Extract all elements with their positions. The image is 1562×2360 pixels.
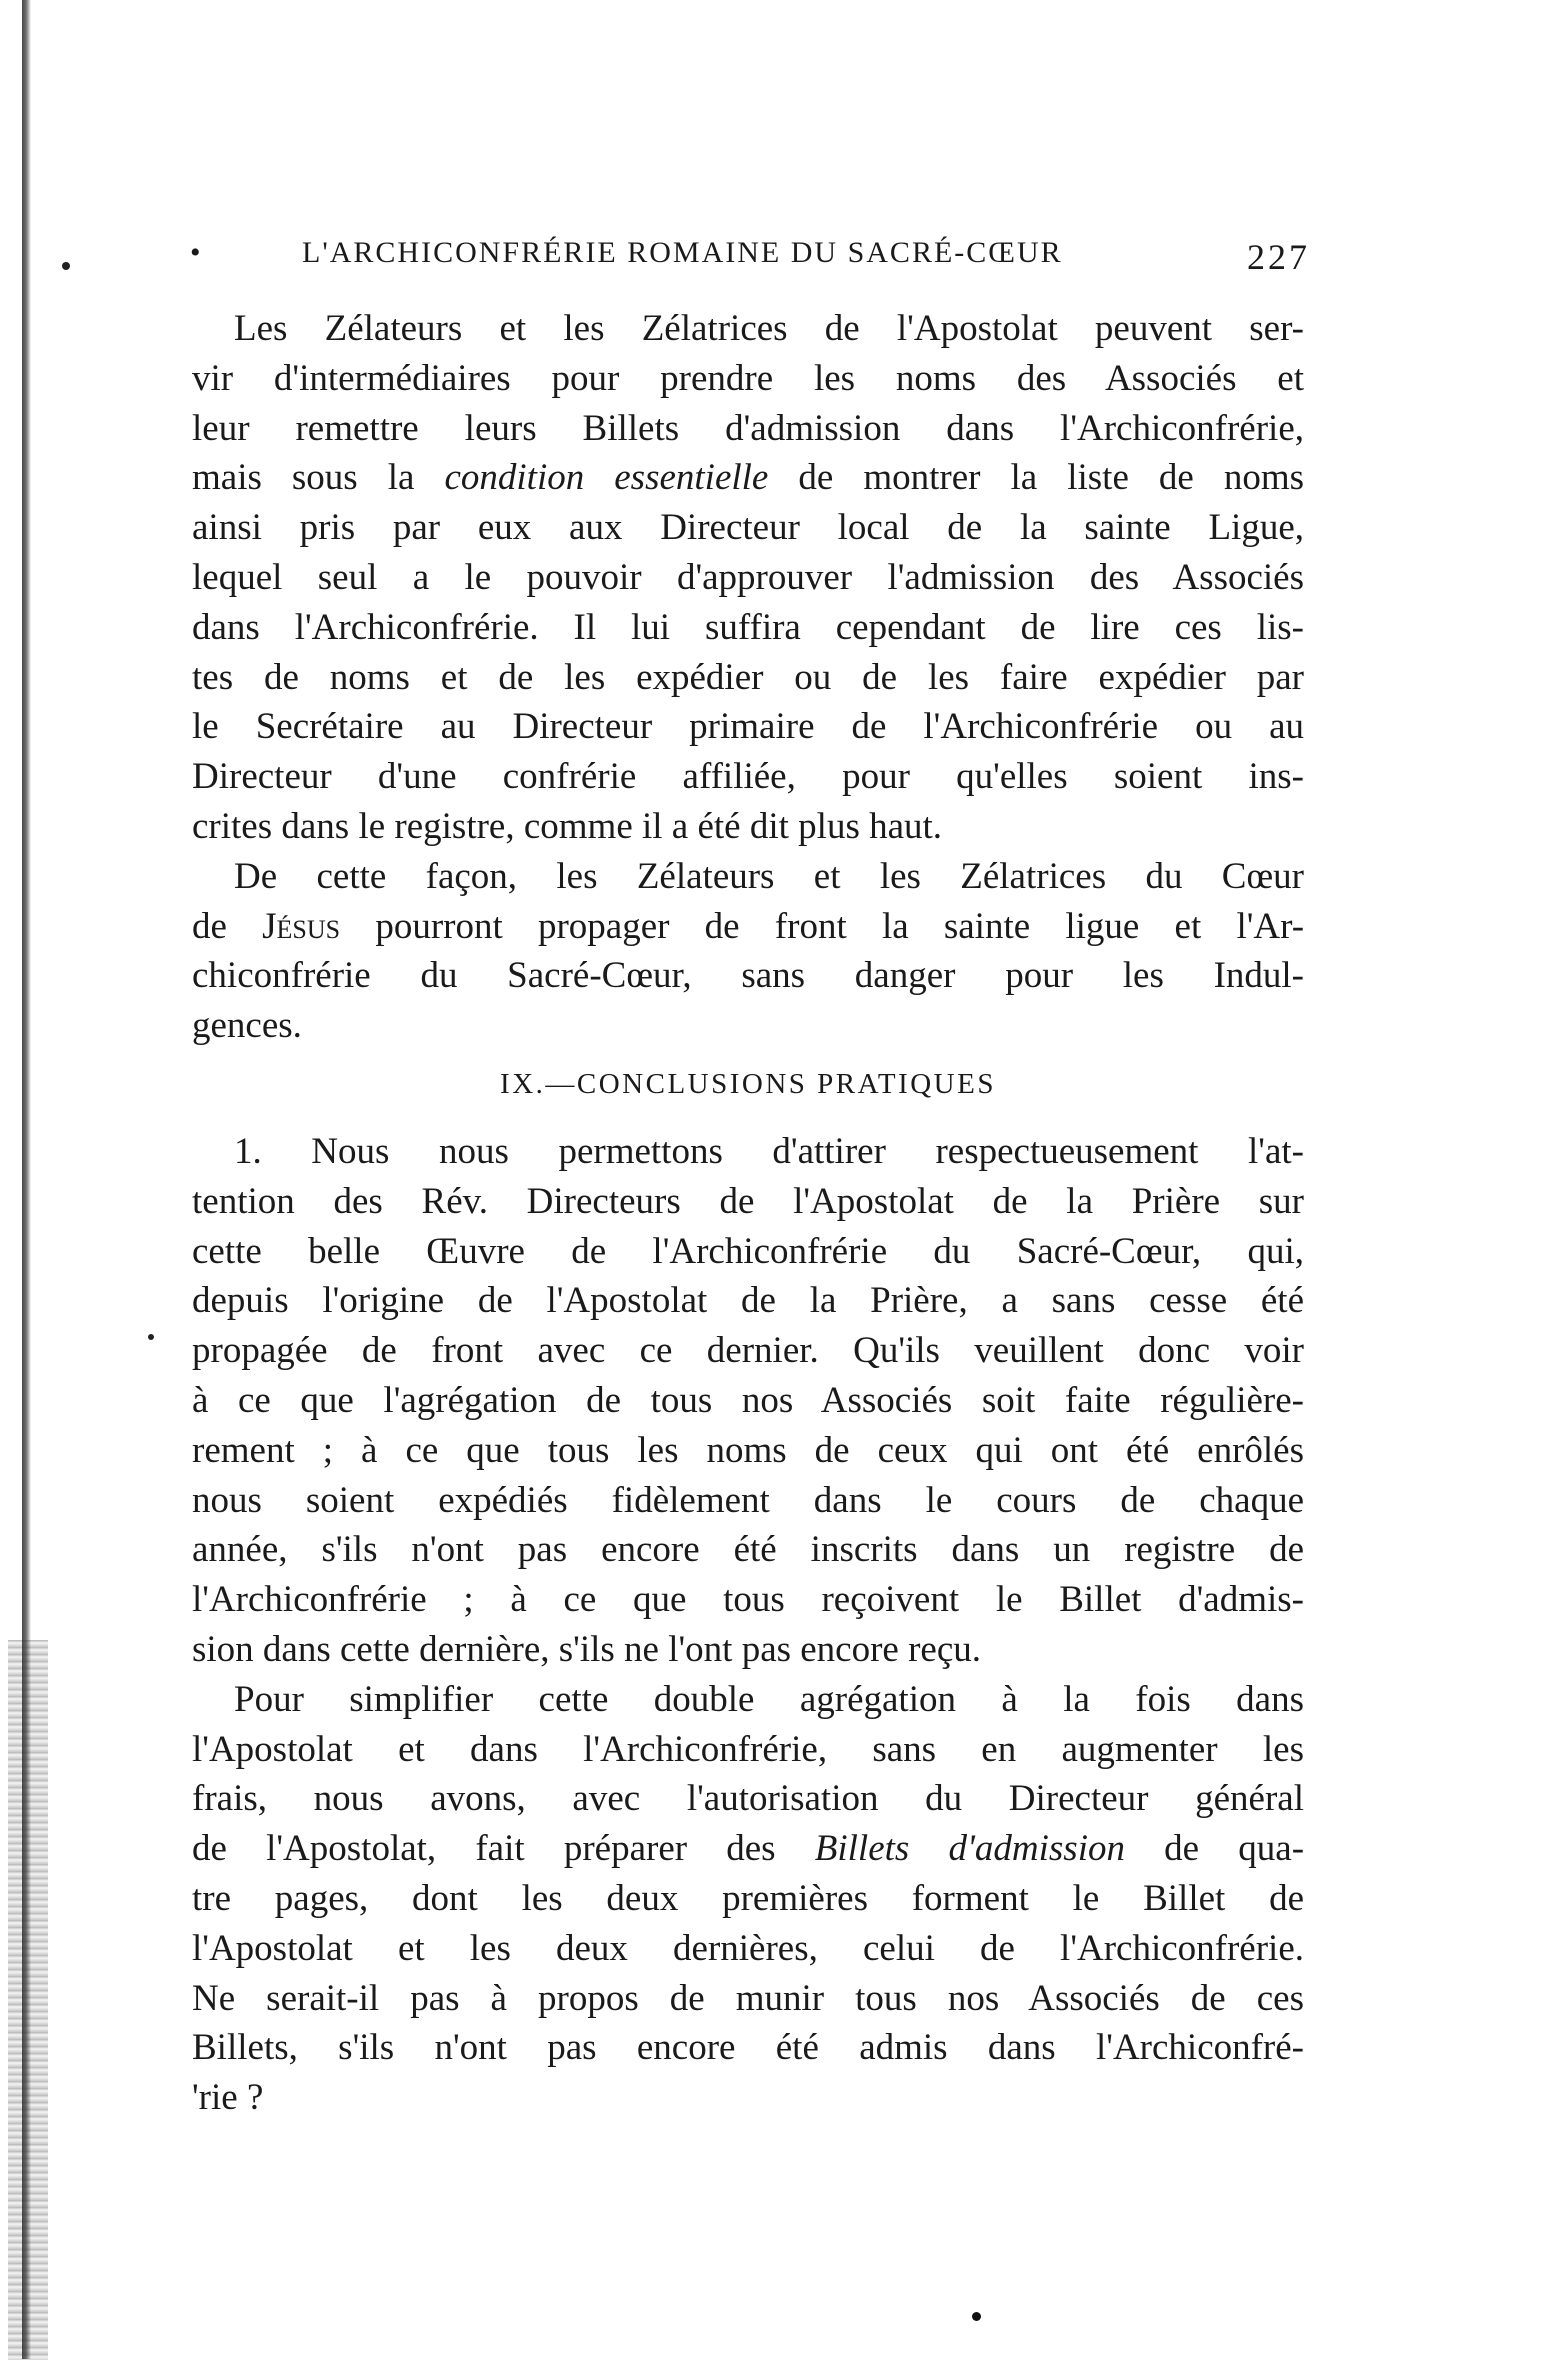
text-segment: de (192, 905, 227, 947)
paragraph-1-line: Les Zélateurs et les Zélatrices de l'Apostolat peuvent ser- (234, 308, 1304, 349)
running-header (190, 236, 1310, 276)
paragraph-1-line: ainsi pris par eux aux Directeur local de la sainte Ligue, (192, 507, 1304, 549)
small-caps-name: Jésus (262, 905, 341, 947)
paragraph-4-line: Pour simplifier cette double agrégation à la fois dans (234, 1678, 1304, 1720)
header-dot: • (190, 236, 203, 269)
italic-emphasis: condition essentielle (444, 457, 769, 499)
paragraph-3-line: à ce que l'agrégation de tous nos Associés soit faite régulière- (192, 1379, 1304, 1421)
paragraph-3-line: sion dans cette dernière, s'ils ne l'ont pas encore reçu. (192, 1628, 982, 1670)
body-text (192, 304, 1304, 2123)
text-segment: de montrer la liste de noms (798, 457, 1305, 499)
paragraph-1-line: Directeur d'une confrérie affiliée, pour qu'elles soient ins- (192, 756, 1304, 798)
binding-shadow (8, 1640, 48, 2360)
paragraph-4-line: Billets, s'ils n'ont pas encore été admis dans l'Archiconfré- (192, 2027, 1304, 2069)
paragraph-1-line: tes de noms et de les expédier ou de les faire expédier par (192, 656, 1304, 698)
running-title: L'ARCHICONFRÉRIE ROMAINE DU SACRÉ-CŒUR (302, 236, 1063, 269)
paragraph-4-line: l'Apostolat et dans l'Archiconfrérie, sans en augmenter les (192, 1728, 1304, 1770)
paragraph-3-line: nous soient expédiés fidèlement dans le cours de chaque (192, 1479, 1304, 1521)
paragraph-4-line-emphasis (192, 1824, 1304, 1874)
paragraph-1-line: le Secrétaire au Directeur primaire de l'Archiconfrérie ou au (192, 706, 1304, 748)
italic-emphasis: Billets d'admission (814, 1828, 1125, 1870)
paragraph-3-line: année, s'ils n'ont pas encore été inscrits dans un registre de (192, 1529, 1304, 1571)
paragraph-4-line: frais, nous avons, avec l'autorisation du Directeur général (192, 1778, 1304, 1820)
scan-speck (148, 1334, 154, 1340)
paragraph-4-line: l'Apostolat et les deux dernières, celui de l'Archiconfrérie. (192, 1927, 1304, 1969)
section-heading: IX.—CONCLUSIONS PRATIQUES (500, 1067, 996, 1100)
paragraph-4-line: tre pages, dont les deux premières forment le Billet de (192, 1877, 1304, 1919)
paragraph-1-line: lequel seul a le pouvoir d'approuver l'admission des Associés (192, 556, 1304, 598)
paragraph-1-line: crites dans le registre, comme il a été dit plus haut. (192, 805, 943, 847)
paragraph-3-line: cette belle Œuvre de l'Archiconfrérie du Sacré-Cœur, qui, (192, 1230, 1304, 1272)
paragraph-2-line: chiconfrérie du Sacré-Cœur, sans danger pour les Indul- (192, 955, 1304, 997)
paragraph-4-line: 'rie ? (192, 2077, 264, 2119)
paragraph-3-line: 1. Nous nous permettons d'attirer respectueusement l'at- (234, 1130, 1304, 1172)
paragraph-3-line: depuis l'origine de l'Apostolat de la Prière, a sans cesse été (192, 1280, 1304, 1322)
text-segment: de qua- (1164, 1828, 1305, 1870)
text-segment: mais sous la (192, 457, 415, 499)
paragraph-1-line: dans l'Archiconfrérie. Il lui suffira cependant de lire ces lis- (192, 606, 1304, 648)
page-number: 227 (1247, 237, 1310, 277)
text-segment: pourront propager de front la sainte ligue et l'Ar- (375, 905, 1305, 947)
paragraph-4-line: Ne serait-il pas à propos de munir tous nos Associés de ces (192, 1977, 1304, 2019)
text-segment: de l'Apostolat, fait préparer des (192, 1828, 776, 1870)
paragraph-3-line: propagée de front avec ce dernier. Qu'ils veuillent donc voir (192, 1330, 1304, 1372)
paragraph-2-line: De cette façon, les Zélateurs et les Zélatrices du Cœur (234, 855, 1304, 897)
footer-speck (972, 2312, 981, 2321)
paragraph-1-line: leur remettre leurs Billets d'admission dans l'Archiconfrérie, (192, 407, 1304, 449)
paragraph-3-line: rement ; à ce que tous les noms de ceux qui ont été enrôlés (192, 1429, 1304, 1471)
paragraph-2-line (192, 902, 1304, 952)
paragraph-1-line: vir d'intermédiaires pour prendre les noms des Associés et (192, 357, 1304, 399)
paragraph-3-line: l'Archiconfrérie ; à ce que tous reçoivent le Billet d'admis- (192, 1579, 1304, 1621)
paragraph-1-line-emphasis (192, 453, 1304, 503)
paragraph-2-line: gences. (192, 1005, 302, 1047)
paragraph-3-line: tention des Rév. Directeurs de l'Apostolat de la Prière sur (192, 1180, 1304, 1222)
scan-speck (62, 262, 70, 270)
